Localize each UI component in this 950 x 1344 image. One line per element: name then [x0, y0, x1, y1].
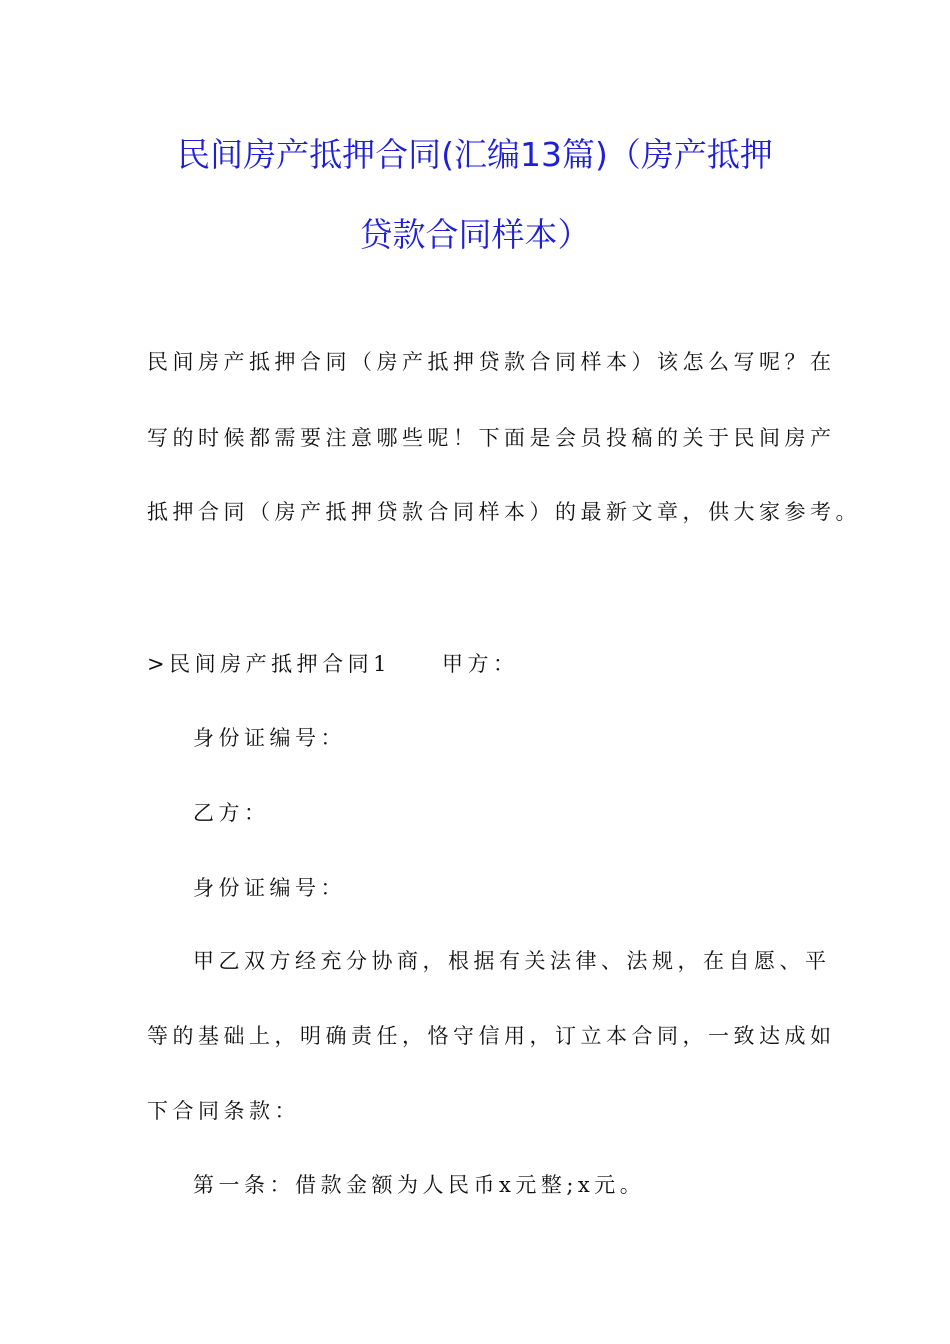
agreement-line-3: 下合同条款：	[147, 1099, 300, 1123]
document-title	[120, 115, 830, 275]
title-line-1: 民间房产抵押合同(汇编13篇)（房产抵押	[177, 135, 773, 174]
article-1: 第一条：借款金额为人民币x元整;x元。	[193, 1173, 646, 1197]
intro-line-3: 抵押合同（房产抵押贷款合同样本）的最新文章，供大家参考。	[147, 500, 861, 524]
intro-line-2: 写的时候都需要注意哪些呢！下面是会员投稿的关于民间房产	[147, 426, 836, 450]
party-b-id-label: 身份证编号：	[193, 876, 346, 900]
party-a-id-label: 身份证编号：	[193, 726, 346, 750]
intro-line-1: 民间房产抵押合同（房产抵押贷款合同样本）该怎么写呢？在	[147, 350, 836, 374]
party-b-label: 乙方：	[193, 801, 270, 825]
agreement-line-1: 甲乙双方经充分协商，根据有关法律、法规，在自愿、平	[193, 949, 831, 973]
agreement-line-2: 等的基础上，明确责任，恪守信用，订立本合同，一致达成如	[147, 1024, 836, 1048]
section-heading: >民间房产抵押合同1 甲方：	[147, 652, 519, 676]
title-line-2: 贷款合同样本）	[359, 215, 591, 254]
